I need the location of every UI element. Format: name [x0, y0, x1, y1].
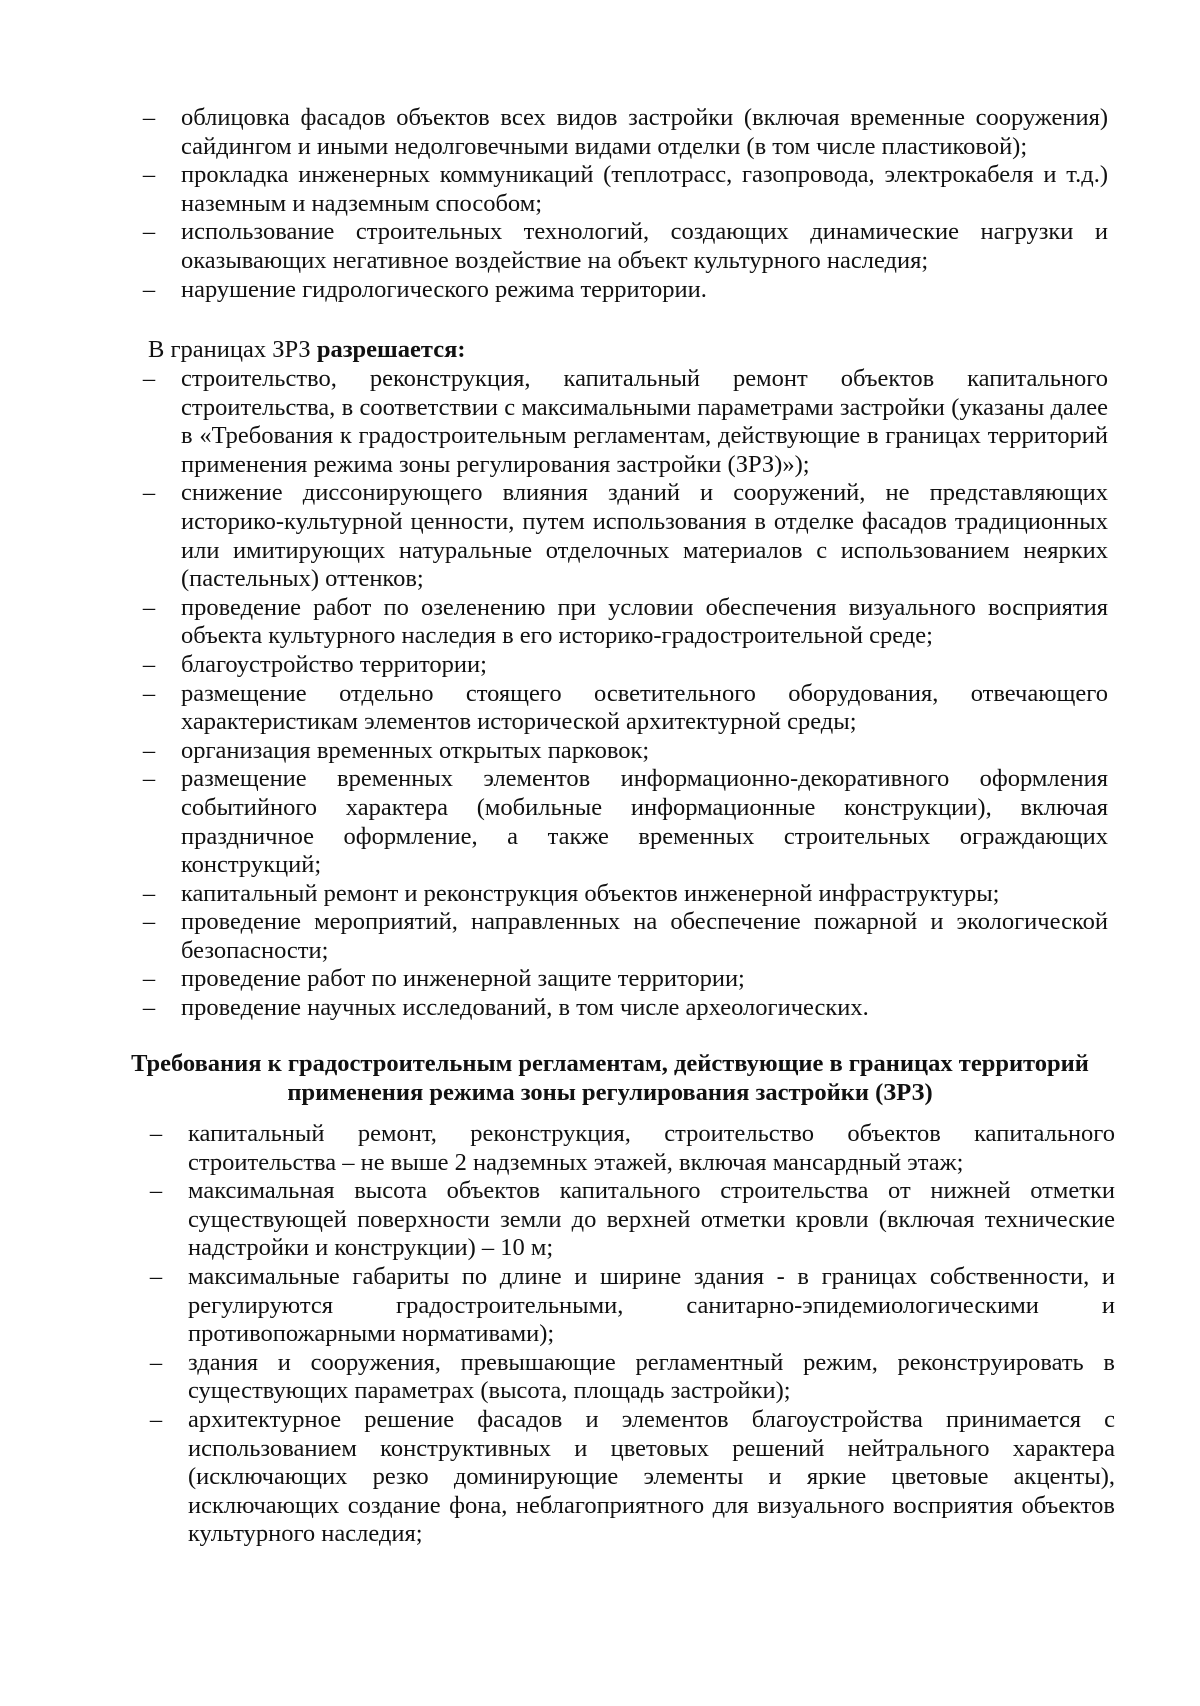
list-item: – архитектурное решение фасадов и элементов благоустройства принимается с использованием конструктивных и цветовых решений нейтрального характера (исключающих резко доминирующие элементы и яркие цветовые акценты), исключающих создание фона, неблагоприятного для визуального восприятия объектов культурного наследия; [145, 1406, 1115, 1549]
dash-bullet: – [142, 965, 156, 993]
allowed-list [138, 365, 1108, 1023]
requirements-list [145, 1120, 1115, 1549]
dash-bullet: – [149, 1262, 163, 1290]
dash-bullet: – [142, 650, 156, 678]
list-item: – проведение мероприятий, направленных на обеспечение пожарной и экологической безопасности; [138, 908, 1108, 965]
list-item: – проведение работ по инженерной защите территории; [138, 965, 1108, 994]
dash-bullet: – [142, 275, 156, 303]
dash-bullet: – [142, 679, 156, 707]
list-item: – использование строительных технологий, создающих динамические нагрузки и оказывающих негативное воздействие на объект культурного наследия; [138, 218, 1108, 275]
dash-bullet: – [142, 593, 156, 621]
dash-bullet: – [142, 218, 156, 246]
list-item: – максимальные габариты по длине и ширине здания - в границах собственности, и регулируются градостроительными, санитарно-эпидемиологическими и противопожарными нормативами); [145, 1263, 1115, 1349]
dash-bullet: – [149, 1120, 163, 1147]
list-item: – снижение диссонирующего влияния зданий и сооружений, не представляющих историко-культурной ценности, путем использования в отделке фасадов традиционных или имитирующих натуральные отделочных материалов с использованием неярких (пастельных) оттенков; [138, 479, 1108, 593]
section-heading-line2: применения режима зоны регулирования застройки (ЗРЗ) [287, 1078, 933, 1106]
prohibited-list [138, 104, 1108, 304]
list-item: – капитальный ремонт и реконструкция объектов инженерной инфраструктуры; [138, 880, 1108, 909]
allowed-list-block [138, 365, 1108, 1023]
list-item: – прокладка инженерных коммуникаций (теплотрасс, газопровода, электрокабеля и т.д.) наземным и надземным способом; [138, 161, 1108, 218]
list-item: – проведение научных исследований, в том числе археологических. [138, 994, 1108, 1023]
list-item: – размещение отдельно стоящего осветительного оборудования, отвечающего характеристикам элементов исторической архитектурной среды; [138, 680, 1108, 737]
list-item: – благоустройство территории; [138, 651, 1108, 680]
list-item: – нарушение гидрологического режима территории. [138, 276, 1108, 305]
list-item: – капитальный ремонт, реконструкция, строительство объектов капитального строительства – не выше 2 надземных этажей, включая мансардный этаж; [145, 1120, 1115, 1177]
dash-bullet: – [142, 161, 156, 189]
dash-bullet: – [142, 365, 156, 392]
requirements-list-block [145, 1120, 1115, 1549]
dash-bullet: – [142, 104, 156, 131]
dash-bullet: – [142, 994, 156, 1022]
list-item: – организация временных открытых парковок; [138, 737, 1108, 766]
dash-bullet: – [142, 908, 156, 936]
dash-bullet: – [142, 479, 156, 507]
dash-bullet: – [149, 1348, 163, 1376]
list-item: – здания и сооружения, превышающие регламентный режим, реконструировать в существующих параметрах (высота, площадь застройки); [145, 1349, 1115, 1406]
list-item: – строительство, реконструкция, капитальный ремонт объектов капитального строительства, в соответствии с максимальными параметрами застройки (указаны далее в «Требования к градостроительным регламентам, действующие в границах территорий применения режима зоны регулирования застройки (ЗРЗ)»); [138, 365, 1108, 479]
list-item: – проведение работ по озеленению при условии обеспечения визуального восприятия объекта культурного наследия в его историко-градостроительной среде; [138, 594, 1108, 651]
prohibited-list-block [138, 104, 1108, 304]
dash-bullet: – [142, 736, 156, 764]
list-item: – облицовка фасадов объектов всех видов застройки (включая временные сооружения) сайдингом и иными недолговечными видами отделки (в том числе пластиковой); [138, 104, 1108, 161]
section-heading [120, 1050, 1100, 1107]
dash-bullet: – [142, 879, 156, 907]
dash-bullet: – [149, 1405, 163, 1433]
list-item: – максимальная высота объектов капитального строительства от нижней отметки существующей поверхности земли до верхней отметки кровли (включая технические надстройки и конструкции) – 10 м; [145, 1177, 1115, 1263]
list-item: – размещение временных элементов информационно-декоративного оформления событийного характера (мобильные информационные конструкции), включая праздничное оформление, а также временных строительных ограждающих конструкций; [138, 765, 1108, 879]
dash-bullet: – [149, 1177, 163, 1205]
section-heading-line1: Требования к градостроительным регламентам, действующие в границах территорий [131, 1050, 1089, 1077]
allowed-intro: В границах ЗРЗ разрешается: [148, 336, 466, 363]
dash-bullet: – [142, 765, 156, 793]
